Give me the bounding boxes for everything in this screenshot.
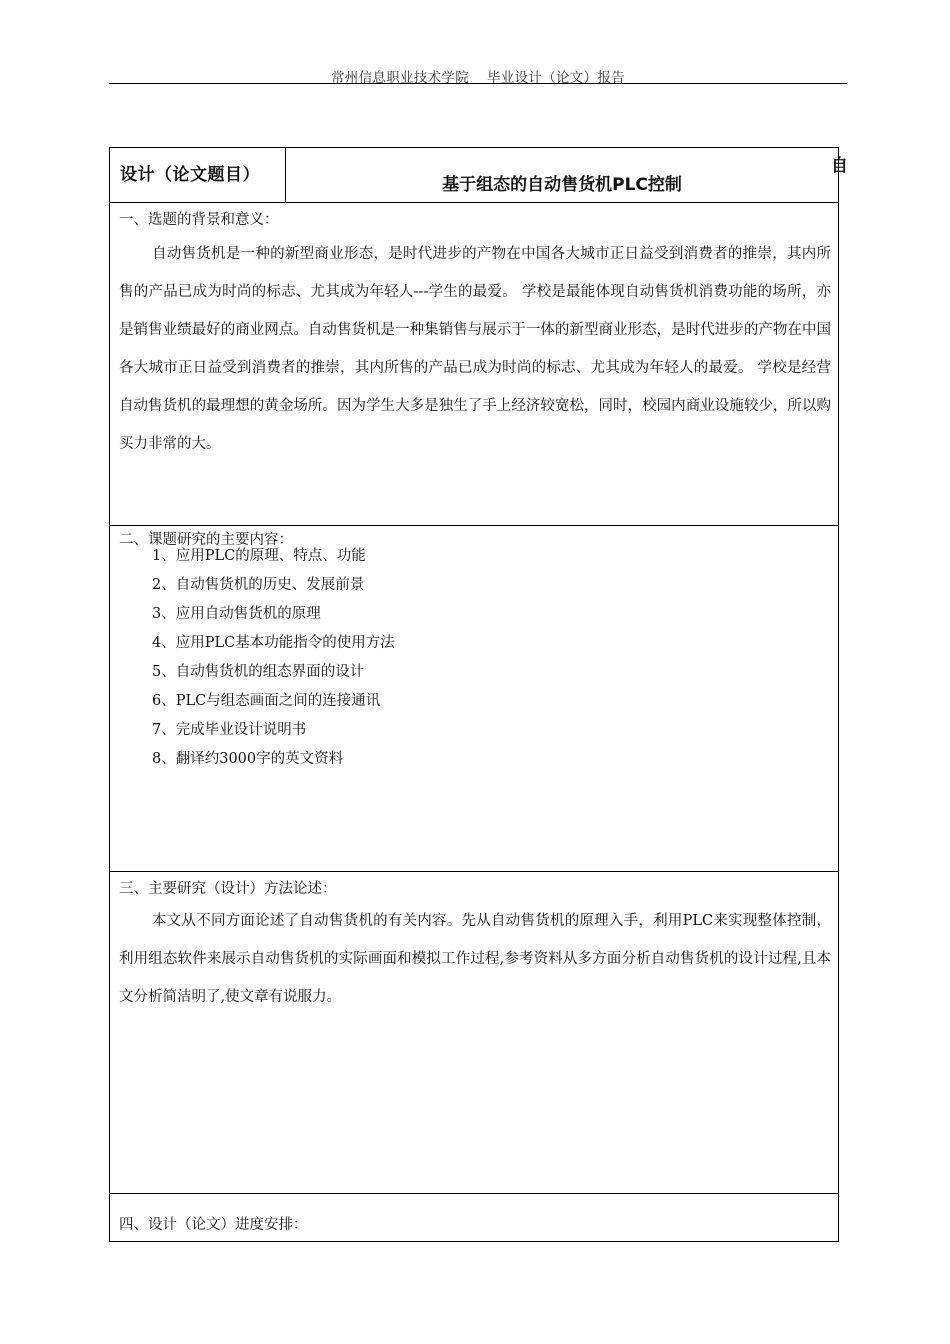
title-label: 设计（论文题目） <box>110 148 286 202</box>
header-rule <box>109 83 847 84</box>
list-item: 3、应用自动售货机的原理 <box>152 606 321 622</box>
section-background <box>110 202 838 525</box>
section-method <box>110 871 838 1193</box>
list-item: 6、PLC与组态画面之间的连接通讯 <box>152 693 381 709</box>
title-row <box>110 148 838 202</box>
overflow-glyph: 自 <box>831 156 848 176</box>
page-header <box>109 66 847 86</box>
section-heading: 三、主要研究（设计）方法论述： <box>119 881 337 897</box>
list-item: 5、自动售货机的组态界面的设计 <box>152 664 365 680</box>
list-item: 1、应用PLC的原理、特点、功能 <box>152 548 366 564</box>
thesis-title: 基于组态的自动售货机PLC控制 <box>442 175 682 195</box>
section-heading: 四、设计（论文）进度安排： <box>119 1217 308 1233</box>
section-heading: 二、课题研究的主要内容： <box>119 532 293 548</box>
list-item: 7、完成毕业设计说明书 <box>152 722 307 738</box>
list-item: 8、翻译约3000字的英文资料 <box>152 751 344 767</box>
header-doc-type: 毕业设计（论文）报告 <box>487 70 625 86</box>
section-paragraph: 本文从不同方面论述了自动售货机的有关内容。先从自动售货机的原理入手，利用PLC来实现整体控制，利用组态软件来展示自动售货机的实际画面和模拟工作过程,参考资料从多方面分析自动售货机的设计过程,且本文分析简洁明了,使文章有说服力。 <box>119 913 831 1005</box>
proposal-form <box>109 147 839 1242</box>
header-school: 常州信息职业技术学院 <box>331 70 469 86</box>
section-content <box>110 525 838 871</box>
content-list <box>152 542 395 774</box>
section-schedule <box>110 1193 838 1241</box>
section-paragraph: 自动售货机是一种的新型商业形态，是时代进步的产物在中国各大城市正日益受到消费者的推崇，其内所售的产品已成为时尚的标志、尤其成为年轻人---学生的最爱。 学校是最能体现自动售货机消费功能的场所，亦是销售业绩最好的商业网点。自动售货机是一种集销售与展示于一体的新型商业形态，是时代进步的产物在中国各大城市正日益受到消费者的推崇，其内所售的产品已成为时尚的标志、尤其成为年轻人的最爱。 学校是经营自动售货机的最理想的黄金场所。因为学生大多是独生了手上经济较宽松，同时，校园内商业设施较少，所以购买力非常的大。 <box>119 246 831 452</box>
list-item: 2、自动售货机的历史、发展前景 <box>152 577 365 593</box>
section-heading: 一、选题的背景和意义： <box>119 212 279 228</box>
list-item: 4、应用PLC基本功能指令的使用方法 <box>152 635 395 651</box>
